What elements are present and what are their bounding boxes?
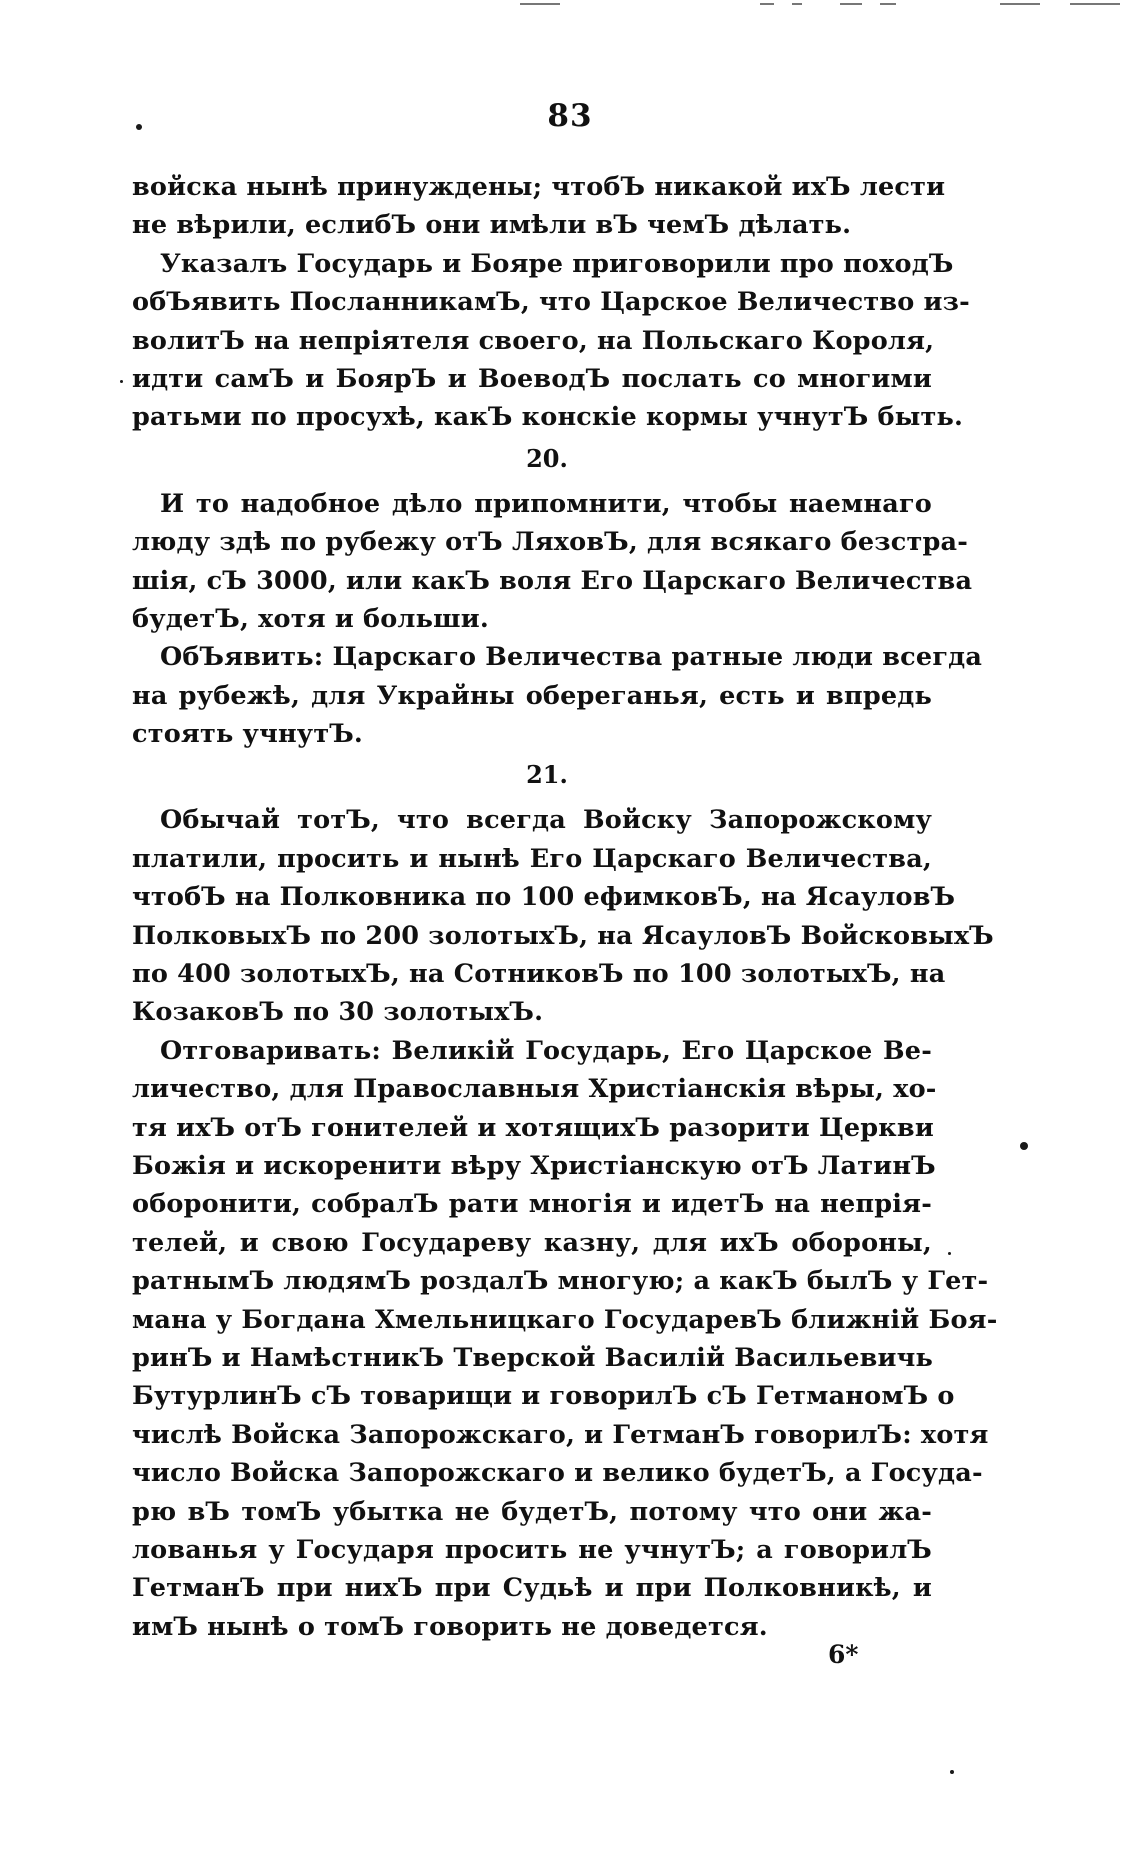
section-number: 20. bbox=[526, 443, 568, 473]
text-line: войска нынѣ принуждены; чтобЪ никакой ихЪ лести bbox=[132, 172, 946, 202]
print-speck bbox=[120, 380, 123, 383]
scan-edge-marks bbox=[0, 0, 1140, 10]
text-line: рю вЪ томЪ убытка не будетЪ, потому что они жа- bbox=[132, 1496, 932, 1527]
text-line: число Войска Запорожскаго и велико будетЪ, а Госуда- bbox=[132, 1458, 983, 1489]
text-line: И то надобное дѣло припомнити, чтобы наемнаго bbox=[160, 488, 932, 519]
print-speck bbox=[950, 1770, 954, 1774]
text-line: обЪявить ПосланникамЪ, что Царское Величество из- bbox=[132, 287, 970, 318]
text-line: ратнымЪ людямЪ роздалЪ многую; а какЪ былЪ у Гет- bbox=[132, 1266, 989, 1297]
text-line: люду здѣ по рубежу отЪ ЛяховЪ, для всякаго безстра- bbox=[132, 527, 969, 558]
text-line: ринЪ и НамѣстникЪ Тверской Василій Васильевичь bbox=[132, 1342, 934, 1373]
text-line: ратьми по просухѣ, какЪ конскіе кормы учнутЪ быть. bbox=[132, 402, 964, 433]
text-line: числѣ Войска Запорожскаго, и ГетманЪ говорилЪ: хотя bbox=[132, 1419, 989, 1450]
text-line: мана у Богдана Хмельницкаго ГосударевЪ ближній Боя- bbox=[132, 1304, 998, 1335]
text-line: Указалъ Государь и Бояре приговорили про походЪ bbox=[160, 248, 954, 279]
page-number: 83 bbox=[547, 98, 593, 134]
text-line: стоять учнутЪ. bbox=[132, 719, 364, 750]
text-line: личество, для Православныя Христіанскія вѣры, хо- bbox=[132, 1074, 937, 1105]
text-line: имЪ нынѣ о томЪ говорить не доведется. bbox=[132, 1611, 768, 1642]
text-line: волитЪ на непріятеля своего, на Польскаго Короля, bbox=[132, 325, 935, 356]
text-line: по 400 золотыхЪ, на СотниковЪ по 100 золотыхЪ, на bbox=[132, 959, 946, 990]
text-line: чтобЪ на Полковника по 100 ефимковЪ, на ЯсауловЪ bbox=[132, 882, 956, 913]
text-line: телей, и свою Государеву казну, для ихЪ обороны, bbox=[132, 1227, 932, 1258]
text-line: ПолковыхЪ по 200 золотыхЪ, на ЯсауловЪ ВойсковыхЪ bbox=[132, 920, 994, 951]
text-line: Обычай тотЪ, что всегда Войску Запорожскому bbox=[160, 805, 932, 836]
text-line: Отговаривать: Великій Государь, Его Царское Ве- bbox=[160, 1035, 932, 1066]
text-line: шія, сЪ 3000, или какЪ воля Его Царскаго Величества bbox=[132, 565, 973, 596]
text-line: оборонити, собралЪ рати многія и идетЪ на непрія- bbox=[132, 1189, 932, 1220]
text-line: платили, просить и нынѣ Его Царскаго Величества, bbox=[132, 843, 932, 874]
text-line: ГетманЪ при нихЪ при Судьѣ и при Полковникѣ, и bbox=[132, 1573, 932, 1604]
body-text bbox=[132, 168, 998, 1646]
text-line: на рубежѣ, для Украйны обереганья, есть и впредь bbox=[132, 680, 932, 711]
text-line: будетЪ, хотя и больши. bbox=[132, 603, 489, 634]
text-line: БутурлинЪ сЪ товарищи и говорилЪ сЪ ГетманомЪ о bbox=[132, 1381, 955, 1412]
section-number: 21. bbox=[526, 760, 568, 790]
print-speck bbox=[1020, 1142, 1028, 1150]
text-line: ОбЪявить: Царскаго Величества ратные люди всегда bbox=[160, 642, 983, 673]
text-line: Божія и искоренити вѣру Христіанскую отЪ ЛатинЪ bbox=[132, 1150, 936, 1181]
printer-signature-mark: 6* bbox=[828, 1640, 859, 1669]
text-line: лованья у Государя просить не учнутЪ; а говорилЪ bbox=[132, 1534, 932, 1565]
text-line: КозаковЪ по 30 золотыхЪ. bbox=[132, 997, 544, 1028]
print-speck bbox=[948, 1252, 951, 1255]
text-line: тя ихЪ отЪ гонителей и хотящихЪ разорити Церкви bbox=[132, 1112, 934, 1143]
text-line: не вѣрили, еслибЪ они имѣли вЪ чемЪ дѣлать. bbox=[132, 210, 852, 241]
text-line: идти самЪ и БоярЪ и ВоеводЪ послать со многими bbox=[132, 363, 932, 394]
